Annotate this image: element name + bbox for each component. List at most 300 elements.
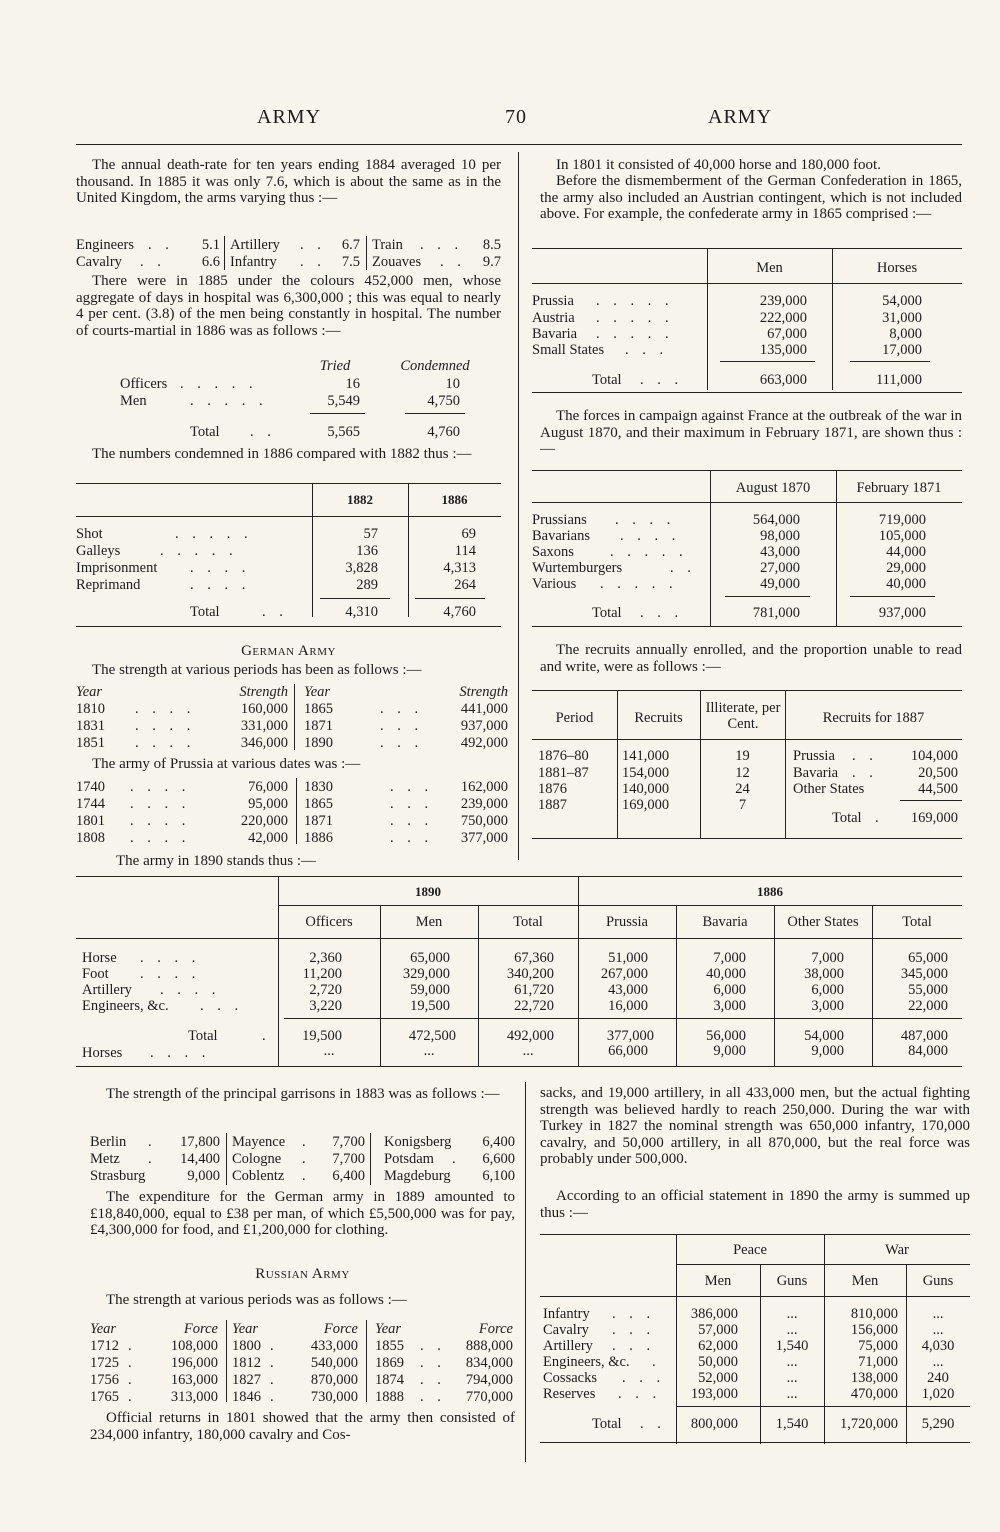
paragraph-cossacks: sacks, and 19,000 artillery, in all 433,000 men, but the actual fighting strength was believed hardly to reach 250,000. During the war with Turkey in 1827 the nominal strength was 650,000 infantry, 170,000 cavalry, and 50,000 artillery, in all 870,000, but the real force was probably under 500,000. [540,1085,970,1167]
cell: 433,000 [310,1338,358,1354]
leader-dots: . . . . [130,779,191,795]
table-rule [76,483,501,484]
running-header-left: ARMY [257,106,322,128]
section-title-german-army: German Army [241,643,336,659]
column-divider-top [518,152,519,860]
leader-dots: . . . . . [596,293,674,309]
cell: 220,000 [240,813,288,829]
column-header: Illiterate, per Cent. [705,700,781,732]
cell: ... [522,1043,534,1059]
cell: 6,400 [482,1134,515,1150]
cell: 346,000 [240,735,288,751]
cell: 6,400 [332,1168,365,1184]
cell: 6,600 [482,1151,515,1167]
cell: 1812 [232,1355,261,1371]
cell: 386,000 [690,1306,738,1322]
leader-dots: . . . [622,1370,666,1386]
leader-dots: . . . . [135,735,196,751]
cell: 17,800 [180,1134,220,1150]
cell: 193,000 [690,1386,738,1402]
paragraph-russian-strength: The strength at various periods was as follows :— [106,1292,407,1308]
cell: 162,000 [460,779,508,795]
sum-rule [676,1406,970,1407]
paragraph-1801: In 1801 it consisted of 40,000 horse and 180,000 foot. [556,157,881,173]
cell: 6,000 [811,982,844,998]
leader-dots: . . [420,1389,446,1405]
row-label: Infantry [543,1306,590,1322]
table-divider [226,1133,227,1185]
row-label: Imprisonment [76,560,158,576]
column-header: Tried [319,358,351,374]
cell: 1865 [304,701,333,717]
cell: Zouaves [372,254,422,270]
cell: 1744 [76,796,105,812]
leader-dots: . . . . . [600,576,678,592]
cell: 781,000 [752,605,800,621]
row-label: Men [120,393,147,409]
table-rule [76,1066,962,1067]
cell: 136 [356,543,378,559]
cell: 154,000 [622,765,670,781]
sum-rule [850,596,935,597]
cell: 492,000 [460,735,508,751]
cell: 111,000 [875,372,922,388]
cell: 1,720,000 [840,1416,898,1432]
cell: Berlin [90,1134,127,1150]
cell: 65,000 [410,950,450,966]
leader-dots: . . . . . [175,526,253,542]
cell: 50,000 [698,1354,738,1370]
column-header: Strength [239,684,288,700]
cell: 20,500 [918,765,958,781]
cell: 1881–87 [538,765,589,781]
cell: 196,000 [170,1355,218,1371]
cell: 441,000 [460,701,508,717]
column-header: Force [478,1321,513,1337]
leader-dots: . . . . . [610,544,688,560]
cell: ... [786,1386,798,1402]
leader-dots: . . [148,237,174,253]
cell: 140,000 [622,781,670,797]
cell: 377,000 [606,1028,654,1044]
total-label: Total [190,424,220,440]
leader-dots: . . [420,1355,446,1371]
cell: 169,000 [910,810,958,826]
cell: 1810 [76,701,105,717]
cell: 7,700 [332,1134,365,1150]
column-header: 1886 [441,492,468,507]
paragraph-condemned: The numbers condemned in 1886 compared with 1882 thus :— [92,446,472,462]
total-label: Total [592,1416,622,1432]
cell: 7,000 [713,950,746,966]
leader-dots: . . . [640,372,684,388]
table-divider [226,1320,227,1402]
column-header: Prussia [606,914,648,930]
cell: 1827 [232,1372,261,1388]
cell: 663,000 [759,372,807,388]
leader-dots: . . . . [140,950,201,966]
table-rule [676,1264,970,1265]
column-header: Year [304,684,331,700]
column-header: Men [756,260,783,276]
group-header-1886: 1886 [757,884,783,899]
row-label: Horse [82,950,117,966]
cell: 22,720 [514,998,554,1014]
cell: ... [323,1043,335,1059]
cell: ... [786,1370,798,1386]
cell: 1,540 [775,1416,809,1432]
cell: Artillery [230,237,280,253]
leader-dots: . . . . [150,1045,211,1061]
column-header: Men [851,1273,879,1289]
leader-dots: . . . [200,998,244,1014]
row-label: Saxons [532,544,574,560]
cell: 810,000 [850,1306,898,1322]
cell: 16,000 [608,998,648,1014]
cell: 19,500 [410,998,450,1014]
leader-dots: . . . [612,1338,656,1354]
sum-rule [900,800,962,801]
cell: Coblentz [232,1168,285,1184]
cell: 267,000 [600,966,648,982]
cell: Magdeburg [384,1168,451,1184]
leader-dots: . . [420,1338,446,1354]
column-header: Officers [305,914,353,930]
row-label: Reserves [543,1386,596,1402]
cell: 4,760 [443,604,476,620]
leader-dots: . . . . [135,718,196,734]
cell: 470,000 [850,1386,898,1402]
cell: ... [786,1322,798,1338]
cell: 66,000 [608,1043,648,1059]
cell: 1855 [375,1338,404,1354]
sum-rule [415,598,485,599]
cell: Bavaria [793,765,839,781]
table-divider [366,1320,367,1402]
cell: 313,000 [170,1389,218,1405]
table-rule [532,283,962,284]
table-rule [540,1442,970,1443]
cell: 9,000 [713,1043,746,1059]
leader-dots: . . . . [160,982,221,998]
cell: 9,000 [811,1043,844,1059]
cell: 163,000 [170,1372,218,1388]
cell: Metz [90,1151,120,1167]
cell: 770,000 [465,1389,513,1405]
row-label: Engineers, &c. [82,998,169,1014]
table-divider [370,1133,371,1185]
total-label: Total [188,1028,218,1044]
cell: 1871 [304,718,333,734]
cell: 44,500 [918,781,958,797]
leader-dots: . . [420,1372,446,1388]
sum-rule [310,413,365,414]
table-rule [76,626,501,627]
leader-dots: . . [440,254,466,270]
cell: 55,000 [908,982,948,998]
cell: 1874 [375,1372,404,1388]
row-label: Bavarians [532,528,590,544]
column-header: Year [232,1321,259,1337]
row-label: Artillery [82,982,132,998]
paragraph-recruits: The recruits annually enrolled, and the proportion unable to read and write, were as follows :— [540,642,962,675]
total-label: Total [592,605,622,621]
cell: 289 [356,577,378,593]
cell: 169,000 [622,797,670,813]
column-header: February 1871 [856,480,942,496]
cell: 1869 [375,1355,404,1371]
row-label: Small States [532,342,605,358]
table-divider [294,684,295,750]
cell: 75,000 [858,1338,898,1354]
column-header: Other States [787,914,859,930]
cell: 9,000 [187,1168,220,1184]
leader-dots: . . . [380,735,424,751]
cell: 5,565 [327,424,360,440]
cell: 340,200 [506,966,554,982]
cell: 7 [738,797,747,813]
cell: Cologne [232,1151,282,1167]
paragraph-prussia: The army of Prussia at various dates was :— [92,756,361,772]
cell: 937,000 [460,718,508,734]
cell: 40,000 [886,576,926,592]
group-header-peace: Peace [733,1242,767,1258]
cell: 1871 [304,813,333,829]
sum-rule [850,361,930,362]
row-label: Shot [76,526,103,542]
paragraph-army-1890: The army in 1890 stands thus :— [116,853,316,869]
cell: 1876–80 [538,748,589,764]
cell: 54,000 [882,293,922,309]
cell: 564,000 [752,512,800,528]
leader-dots: . . . [390,813,434,829]
leader-dots: . . . . [620,528,681,544]
cell: 4,313 [443,560,476,576]
leader-dots: . . [300,254,326,270]
cell: 239,000 [759,293,807,309]
cell: 31,000 [882,310,922,326]
cell: 487,000 [900,1028,948,1044]
page-number: 70 [505,106,527,128]
cell: 329,000 [402,966,450,982]
cell: ... [423,1043,435,1059]
cell: 138,000 [850,1370,898,1386]
table-divider [700,690,701,838]
leader-dots: . . . [390,830,434,846]
cell: ... [932,1306,944,1322]
column-header: Total [513,914,543,930]
cell: 49,000 [760,576,800,592]
cell: 1801 [76,813,105,829]
cell: Potsdam [384,1151,434,1167]
cell: Engineers [76,237,134,253]
leader-dots: . . . . . [180,376,258,392]
cell: 5,290 [921,1416,955,1432]
table-rule [532,248,962,249]
cell: 1851 [76,735,105,751]
total-label: Total [592,372,622,388]
column-header: Horses [876,260,918,276]
cell: 719,000 [878,512,926,528]
table-rule [532,626,962,627]
table-rule [76,938,962,939]
cell: 1740 [76,779,105,795]
cell: 24 [735,781,750,797]
table-divider [296,778,297,844]
cell: 19 [735,748,750,764]
cell: 22,000 [908,998,948,1014]
column-divider-bottom [525,1082,526,1462]
cell: 76,000 [248,779,288,795]
cell: 800,000 [690,1416,738,1432]
cell: 1876 [538,781,567,797]
cell: 2,720 [309,982,342,998]
cell: 67,000 [767,326,807,342]
cell: 43,000 [608,982,648,998]
table-rule [532,690,962,691]
cell: 52,000 [698,1370,738,1386]
cell: 62,000 [698,1338,738,1354]
table-rule [532,392,962,393]
cell: 65,000 [908,950,948,966]
cell: 1888 [375,1389,404,1405]
cell: 888,000 [465,1338,513,1354]
table-rule [532,739,962,740]
paragraph-france: The forces in campaign against France at the outbreak of the war in August 1870, and their maximum in February 1871, are shown thus :— [540,408,962,457]
leader-dots: . . [852,765,878,781]
cell: 794,000 [465,1372,513,1388]
column-header: Year [76,684,103,700]
cell: 5,549 [327,393,360,409]
paragraph-german-strength: The strength at various periods has been as follows :— [92,662,422,678]
column-header: Period [555,710,594,726]
leader-dots: . [262,1028,271,1044]
cell: 29,000 [886,560,926,576]
table-rule [76,876,962,877]
leader-dots: . . . . . [190,393,268,409]
cell: Infantry [230,254,277,270]
cell: 56,000 [706,1028,746,1044]
column-header: Force [183,1321,218,1337]
row-label: Bavaria [532,326,578,342]
cell: 27,000 [760,560,800,576]
cell: 472,500 [408,1028,456,1044]
leader-dots: . . . . [130,830,191,846]
row-label: Various [532,576,577,592]
column-header: Year [375,1321,402,1337]
cell: 750,000 [460,813,508,829]
table-rule [540,1296,970,1297]
cell: 1830 [304,779,333,795]
table-rule [532,502,962,503]
row-label: Artillery [543,1338,593,1354]
cell: 6,100 [482,1168,515,1184]
cell: 104,000 [910,748,958,764]
cell: 135,000 [759,342,807,358]
cell: 59,000 [410,982,450,998]
column-header: Condemned [400,358,470,374]
header-rule [76,144,962,145]
cell: 730,000 [310,1389,358,1405]
cell: 3,000 [713,998,746,1014]
cell: 240 [927,1370,949,1386]
cell: Prussia [793,748,835,764]
leader-dots: . . . [625,342,669,358]
leader-dots: . . [852,748,878,764]
leader-dots: . . . [612,1306,656,1322]
leader-dots: . . . . . [160,543,238,559]
table-rule [532,838,962,839]
cell: 377,000 [460,830,508,846]
cell: 1712 [90,1338,119,1354]
column-header: Guns [776,1273,808,1289]
table-divider [366,236,367,270]
leader-dots: . . . [380,701,424,717]
leader-dots: . . . . [135,701,196,717]
sum-rule [405,413,465,414]
cell: 61,720 [514,982,554,998]
cell: 8,000 [889,326,922,342]
leader-dots: . . . . [130,796,191,812]
cell: 4,310 [345,604,378,620]
cell: 834,000 [465,1355,513,1371]
cell: Train [372,237,403,253]
cell: ... [786,1306,798,1322]
table-rule [76,516,501,517]
cell: 1890 [304,735,333,751]
cell: Konigsberg [384,1134,452,1150]
cell: 3,220 [309,998,342,1014]
cell: 222,000 [759,310,807,326]
cell: Mayence [232,1134,286,1150]
cell: 105,000 [878,528,926,544]
cell: 1,020 [921,1386,955,1402]
leader-dots: . . . . . [596,326,674,342]
cell: 9.7 [482,254,501,270]
cell: 40,000 [706,966,746,982]
leader-dots: . . . [618,1386,662,1402]
cell: 57,000 [698,1322,738,1338]
cell: 6.7 [341,237,360,253]
cell: 1756 [90,1372,119,1388]
row-label: Austria [532,310,575,326]
column-header: Guns [922,1273,954,1289]
cell: 12 [735,765,750,781]
cell: 5.1 [201,237,220,253]
leader-dots: . . . [390,796,434,812]
cell: 1846 [232,1389,261,1405]
cell: 540,000 [310,1355,358,1371]
running-header-right: ARMY [708,106,773,128]
leader-dots: . . . [420,237,464,253]
cell: 71,000 [858,1354,898,1370]
leader-dots: . . . . [190,560,251,576]
cell: 7.5 [341,254,360,270]
cell: Cavalry [76,254,122,270]
row-label: Prussians [532,512,587,528]
group-header-war: War [885,1242,909,1258]
leader-dots: . . . [390,779,434,795]
column-header: Men [704,1273,732,1289]
cell: 492,000 [506,1028,554,1044]
cell: 17,000 [882,342,922,358]
cell: 1865 [304,796,333,812]
cell: 141,000 [622,748,670,764]
row-label: Galleys [76,543,121,559]
cell: 44,000 [886,544,926,560]
leader-dots: . [875,810,884,826]
paragraph-hospital: There were in 1885 under the colours 452,000 men, whose aggregate of days in hospital was 6,300,000 ; this was equal to nearly 4 per cent. (3.8) of the men being constantly in hospital. The number of courts-martial in 1886 was as follows :— [76,273,501,339]
